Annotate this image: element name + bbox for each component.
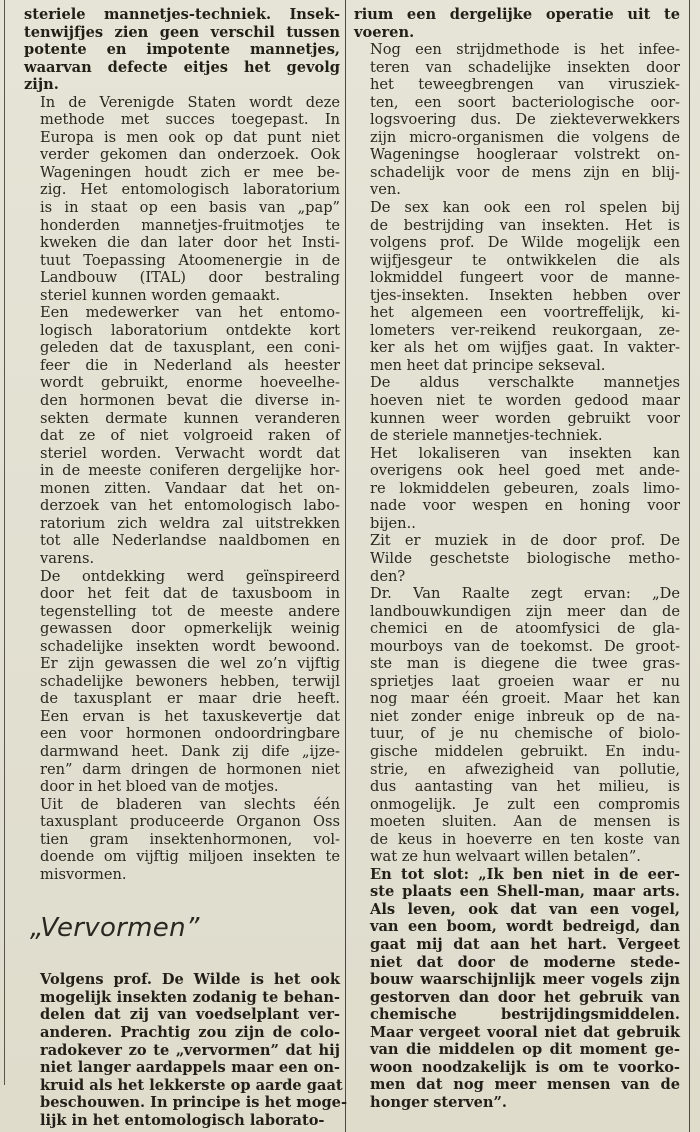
- text-line: Een ervan is het taxuskevertje dat: [40, 707, 340, 725]
- text-line: sekten dermate kunnen veranderen: [40, 409, 340, 427]
- text-line: darmwand heet. Dank zij dife „ijze-: [40, 742, 340, 760]
- text-line: tien gram insektenhormonen, vol-: [40, 830, 340, 848]
- text-line: van een boom, wordt bedreigd, dan: [370, 918, 680, 936]
- text-line: tuut Toepassing Atoomenergie in de: [40, 251, 340, 269]
- paragraph: [354, 532, 680, 585]
- text-line: woon noodzakelijk is om te voorko-: [370, 1058, 680, 1076]
- text-line: delen dat zij van voedselplant ver-: [40, 1006, 340, 1024]
- text-line: teren van schadelijke insekten door: [370, 58, 680, 76]
- text-line: moeten sluiten. Aan de mensen is: [370, 813, 680, 831]
- text-line: de steriele mannetjes-techniek.: [370, 427, 603, 445]
- left-intro-bold: [24, 6, 340, 94]
- text-line: re lokmiddelen gebeuren, zoals limo-: [370, 479, 680, 497]
- text-line: De ontdekking werd geïnspireerd: [40, 567, 340, 585]
- text-line: gische middelen gebruikt. En indu-: [370, 742, 680, 760]
- text-line: zijn micro-organismen die volgens de: [370, 128, 680, 146]
- paragraph: [354, 199, 680, 374]
- left-column-rule: [4, 0, 5, 1085]
- left-bold-paragraph: [24, 971, 348, 1129]
- text-line: tuur, of je nu chemische of biolo-: [370, 725, 680, 743]
- text-line: steriel worden. Verwacht wordt dat: [40, 444, 340, 462]
- text-line: ven.: [370, 181, 401, 199]
- text-line: Wageningen houdt zich er mee be-: [40, 163, 340, 181]
- text-line: ten, een soort bacteriologische oor-: [370, 93, 680, 111]
- text-line: strie, en afwezigheid van pollutie,: [370, 760, 680, 778]
- text-line: de taxusplant er maar drie heeft.: [40, 690, 340, 708]
- text-line: niet dat door de moderne stede-: [370, 953, 680, 971]
- text-line: beschouwen. In principe is het moge-: [40, 1094, 348, 1112]
- subheading-vervormen: „Vervormen”: [30, 913, 200, 944]
- paragraph: [354, 41, 680, 199]
- text-line: wijfjesgeur te ontwikkelen die als: [370, 251, 680, 269]
- text-line: geleden dat de taxusplant, een coni-: [40, 339, 340, 357]
- column-divider-rule: [345, 0, 346, 1132]
- paragraph: [24, 796, 340, 884]
- text-line: schadelijk voor de mens zijn en blij-: [370, 163, 680, 181]
- text-line: men dat nog meer mensen van de: [370, 1076, 680, 1094]
- text-line: In de Verenigde Staten wordt deze: [40, 93, 340, 111]
- text-line: dat ze of niet volgroeid raken of: [40, 427, 340, 445]
- text-line: rium een dergelijke operatie uit te: [354, 6, 680, 23]
- right-column: [354, 6, 680, 1111]
- text-line: bouw waarschijnlijk meer vogels zijn: [370, 971, 680, 989]
- text-line: kweken die dan later door het Insti-: [40, 234, 340, 252]
- text-line: Zit er muziek in de door prof. De: [370, 532, 680, 550]
- text-line: den hormonen bevat die diverse in-: [40, 392, 340, 410]
- text-line: kruid als het lekkerste op aarde gaat: [40, 1076, 343, 1094]
- text-line: is in staat op een basis van „pap”: [40, 199, 340, 217]
- text-line: varens.: [40, 549, 95, 567]
- text-line: in de meeste coniferen dergelijke hor-: [40, 462, 340, 480]
- right-bold-paragraph: [354, 866, 680, 1112]
- text-line: men heet dat principe sekseval.: [370, 356, 606, 374]
- text-line: van die middelen op dit moment ge-: [370, 1041, 680, 1059]
- text-line: niet langer aardappels maar een on-: [40, 1059, 340, 1077]
- text-line: landbouwkundigen zijn meer dan de: [370, 602, 680, 620]
- text-line: steriel kunnen worden gemaakt.: [40, 286, 281, 304]
- text-line: Dr. Van Raalte zegt ervan: „De: [370, 585, 680, 603]
- text-line: verder gekomen dan onderzoek. Ook: [40, 146, 340, 164]
- text-line: taxusplant produceerde Organon Oss: [40, 813, 340, 831]
- paragraph: [24, 94, 340, 305]
- right-intro-bold: [354, 6, 680, 41]
- text-line: logsvoering dus. De ziekteverwekkers: [370, 111, 680, 129]
- left-column: [24, 6, 348, 1129]
- text-line: mogelijk insekten zodanig te behan-: [40, 988, 340, 1006]
- text-line: een voor hormonen ondoordringbare: [40, 725, 340, 743]
- text-line: Wilde geschetste biologische metho-: [370, 549, 680, 567]
- text-line: overigens ook heel goed met ande-: [370, 462, 680, 480]
- text-line: tegenstelling tot de meeste andere: [40, 602, 340, 620]
- text-line: lokmiddel fungeert voor de manne-: [370, 269, 680, 287]
- text-line: het teweegbrengen van virusziek-: [370, 76, 680, 94]
- text-line: anderen. Prachtig zou zijn de colo-: [40, 1023, 340, 1041]
- text-line: het algemeen een voortreffelijk, ki-: [370, 304, 680, 322]
- text-line: de keus in hoeverre en ten koste van: [370, 830, 680, 848]
- text-line: Landbouw (ITAL) door bestraling: [40, 269, 340, 287]
- text-line: Als leven, ook dat van een vogel,: [370, 900, 680, 918]
- paragraph: [354, 374, 680, 444]
- text-line: tenwijfjes zien geen verschil tussen: [24, 23, 340, 41]
- paragraph: [354, 445, 680, 533]
- text-line: radokever zo te „vervormen” dat hij: [40, 1041, 340, 1059]
- text-line: Uit de bladeren van slechts één: [40, 795, 340, 813]
- text-line: gewassen door opmerkelijk weinig: [40, 620, 340, 638]
- text-line: honger sterven”.: [370, 1093, 507, 1111]
- text-line: niet zonder enige inbreuk op de na-: [370, 707, 680, 725]
- text-line: door het feit dat de taxusboom in: [40, 585, 340, 603]
- text-line: mourboys van de toekomst. De groot-: [370, 637, 680, 655]
- text-line: tot alle Nederlandse naaldbomen en: [40, 532, 340, 550]
- text-line: gestorven dan door het gebruik van: [370, 988, 680, 1006]
- text-line: kunnen weer worden gebruikt voor: [370, 409, 680, 427]
- text-line: Een medewerker van het entomo-: [40, 304, 340, 322]
- text-line: logisch laboratorium ontdekte kort: [40, 321, 340, 339]
- text-line: tjes-insekten. Insekten hebben over: [370, 286, 680, 304]
- text-line: Er zijn gewassen die wel zo’n vijftig: [40, 655, 340, 673]
- text-line: chemische bestrijdingsmiddelen.: [370, 1006, 680, 1024]
- text-line: schadelijke bewoners hebben, terwijl: [40, 672, 340, 690]
- text-line: De sex kan ook een rol spelen bij: [370, 199, 680, 217]
- text-line: sprietjes laat groeien waar er nu: [370, 672, 680, 690]
- text-line: En tot slot: „Ik ben niet in de eer-: [370, 865, 680, 883]
- text-line: Nog een strijdmethode is het infee-: [370, 41, 680, 59]
- text-line: ste plaats een Shell-man, maar arts.: [370, 883, 680, 901]
- text-line: Wageningse hoogleraar volstrekt on-: [370, 146, 680, 164]
- text-line: ste man is diegene die twee gras-: [370, 655, 680, 673]
- text-line: dus aantasting van het milieu, is: [370, 778, 680, 796]
- text-line: wat ze hun welvaart willen betalen”.: [370, 848, 641, 866]
- text-line: steriele mannetjes-techniek. Insek-: [24, 6, 340, 23]
- text-line: monen zitten. Vandaar dat het on-: [40, 479, 340, 497]
- text-line: ren” darm dringen de hormonen niet: [40, 760, 340, 778]
- text-line: misvormen.: [40, 865, 127, 883]
- text-line: door in het bloed van de motjes.: [40, 778, 279, 796]
- text-line: den?: [370, 567, 406, 585]
- text-line: wordt gebruikt, enorme hoeveelhe-: [40, 374, 340, 392]
- text-line: Europa is men ook op dat punt niet: [40, 128, 340, 146]
- text-line: gaat mij dat aan het hart. Vergeet: [370, 935, 680, 953]
- text-line: ratorium zich weldra zal uitstrekken: [40, 514, 340, 532]
- text-line: derzoek van het entomologisch labo-: [40, 497, 340, 515]
- text-line: voeren.: [354, 23, 415, 41]
- text-line: onmogelijk. Je zult een compromis: [370, 795, 680, 813]
- text-line: ker als het om wijfjes gaat. In vakter-: [370, 339, 680, 357]
- text-line: De aldus verschalkte mannetjes: [370, 374, 680, 392]
- text-line: zijn.: [24, 76, 59, 94]
- text-line: Volgens prof. De Wilde is het ook: [40, 971, 340, 989]
- text-line: lijk in het entomologisch laborato-: [40, 1111, 325, 1129]
- text-line: bijen..: [370, 514, 416, 532]
- text-line: nog maar één groeit. Maar het kan: [370, 690, 680, 708]
- text-line: waarvan defecte eitjes het gevolg: [24, 58, 340, 76]
- text-line: doende om vijftig miljoen insekten te: [40, 848, 340, 866]
- text-line: nade voor wespen en honing voor: [370, 497, 680, 515]
- text-line: methode met succes toegepast. In: [40, 111, 340, 129]
- paragraph: [354, 585, 680, 866]
- text-line: schadelijke insekten wordt bewoond.: [40, 637, 340, 655]
- text-line: hoeven niet te worden gedood maar: [370, 392, 680, 410]
- text-line: Maar vergeet vooral niet dat gebruik: [370, 1023, 680, 1041]
- text-line: potente en impotente mannetjes,: [24, 41, 340, 59]
- text-line: volgens prof. De Wilde mogelijk een: [370, 234, 680, 252]
- paragraph: [24, 304, 340, 567]
- text-line: lometers ver-reikend reukorgaan, ze-: [370, 321, 680, 339]
- text-line: honderden mannetjes-fruitmotjes te: [40, 216, 340, 234]
- text-line: chemici en de atoomfysici de gla-: [370, 620, 680, 638]
- right-column-rule: [689, 0, 690, 1132]
- text-line: de bestrijding van insekten. Het is: [370, 216, 680, 234]
- text-line: feer die in Nederland als heester: [40, 356, 340, 374]
- text-line: zig. Het entomologisch laboratorium: [40, 181, 340, 199]
- text-line: Het lokaliseren van insekten kan: [370, 444, 680, 462]
- paragraph: [24, 568, 340, 796]
